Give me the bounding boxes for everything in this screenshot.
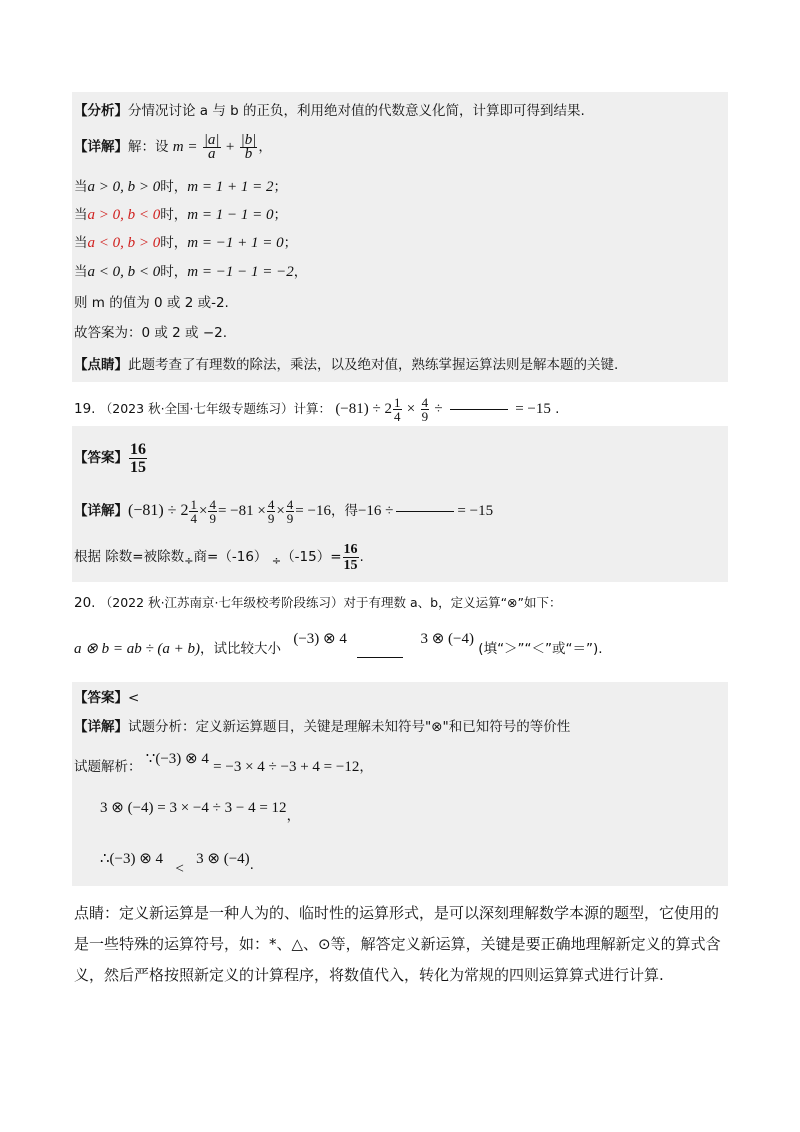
comment-text: 此题考查了有理数的除法，乘法，以及绝对值，熟练掌握运算法则是解本题的关键.: [128, 357, 619, 373]
case-mid: 时，: [160, 264, 188, 280]
case-calc: m = −1 − 1 = −2: [187, 264, 294, 280]
case-condition-highlight: a > 0, b < 0: [87, 207, 161, 223]
fraction: [267, 498, 276, 525]
case-4-line: [74, 262, 307, 282]
analysis-tag: 【分析】: [74, 103, 128, 119]
expr-part: −16 ÷: [357, 503, 394, 519]
detail-text: 试题分析：定义新运算题目，关键是理解未知符号"⊗"和已知符号的等价性: [128, 719, 571, 735]
analysis-text: 分情况讨论 a 与 b 的正负，利用绝对值的代数意义化简，计算即可得到结果.: [128, 103, 585, 119]
denominator: 4: [190, 510, 197, 526]
question-number: 19.: [74, 401, 96, 417]
denominator: 4: [394, 408, 401, 424]
expr-part: (−81) ÷ 2: [128, 502, 189, 519]
def-expr: a ⊗ b = ab ÷ (a + b): [74, 641, 201, 657]
because-expr: ∵(−3) ⊗ 4: [145, 751, 209, 767]
detail-18-tag: 【详解】: [74, 139, 128, 155]
answer-19-line: [74, 438, 148, 478]
numerator: 16: [130, 440, 146, 458]
detail-18-lead: 解：设: [128, 139, 169, 155]
jiexi-label: 试题解析：: [74, 759, 142, 775]
fill-hint: (填“＞”“＜”或“＝”).: [478, 641, 603, 657]
result-fraction: [343, 542, 359, 573]
fraction-abs-a: [203, 131, 221, 162]
answer-blank-20[interactable]: [357, 657, 403, 658]
case-mid: 时，: [160, 235, 188, 251]
question-number: 20.: [74, 595, 96, 611]
case-prefix: 当: [74, 179, 88, 195]
mixed-fraction: [189, 498, 198, 525]
case-calc: m = 1 − 1 = 0: [187, 207, 274, 223]
numerator: 4: [209, 496, 216, 512]
numerator: 4: [267, 496, 275, 512]
fraction-abs-b: [240, 131, 258, 162]
answer-fraction: [129, 441, 147, 476]
case-calc: m = 1 + 1 = 2: [187, 179, 274, 195]
detail-18-line: 【详解】解：设 m = $\frac{|a|}{a}$ + $\frac{|b|}{b}$ ，: [74, 131, 272, 162]
calc-2-line: [100, 793, 300, 823]
denominator: b: [244, 145, 253, 162]
expr-part: = −16: [295, 503, 331, 519]
fraction: [286, 498, 295, 525]
de-text: ，得: [330, 503, 358, 519]
detail-19-line: 【详解】(−81) ÷ 2 $\frac{1}{4}$ × $\frac{4}{9}$ = −81 × $\frac{4}{9}$ × $\frac{4}{9}$ = −16，得−16 ÷ = −15: [74, 496, 494, 526]
detail-18-tail: ，: [258, 139, 272, 155]
question-20: [74, 593, 562, 613]
case-prefix: 当: [74, 264, 88, 280]
case-mid: 时，: [160, 207, 188, 223]
case-condition: a > 0, b > 0: [87, 179, 161, 195]
blank-line: [396, 511, 454, 512]
numerator: 1: [190, 496, 197, 512]
numerator: 16: [343, 541, 358, 557]
denominator: 15: [130, 458, 146, 476]
question-source: （2022 秋·江苏南京·七年级校考阶段练习）对于有理数 a、b，定义运算“⊗”如下：: [99, 595, 562, 610]
numerator: |b|: [240, 131, 257, 148]
numerator: 1: [394, 394, 401, 410]
case-end: ；: [273, 179, 287, 195]
case-end: ，: [293, 264, 308, 280]
shang-text: 商=（-16）: [193, 549, 268, 565]
denominator: 9: [209, 510, 216, 526]
detail-tag: 【详解】: [74, 503, 128, 519]
denominator: 9: [421, 408, 429, 424]
denominator: 9: [286, 510, 294, 526]
div-sign: ÷: [184, 554, 194, 568]
fraction: [421, 396, 430, 423]
denominator: 15: [343, 557, 358, 573]
expr-part: (−81) ÷ 2: [335, 401, 392, 417]
case-end: ；: [273, 207, 287, 223]
therefore-expr: ∴(−3) ⊗ 4: [100, 851, 164, 867]
compare-text: ，试比较大小: [200, 641, 282, 657]
calc-2: 3 ⊗ (−4) = 3 × −4 ÷ 3 − 4 = 12: [100, 800, 287, 816]
comma: ，: [286, 808, 301, 824]
case-condition: a < 0, b < 0: [87, 264, 161, 280]
div-sign: ÷: [271, 554, 282, 568]
case-prefix: 当: [74, 207, 88, 223]
case-3-line: [74, 233, 297, 253]
basis-text: 根据 除数=被除数: [74, 549, 185, 565]
answer-tag: 【答案】: [74, 690, 128, 706]
expr-result: = −15: [515, 401, 551, 417]
numerator: |a|: [203, 131, 220, 148]
answer-blank-19[interactable]: [450, 409, 508, 410]
div-sign: ÷: [434, 401, 443, 417]
analysis-line: [74, 101, 585, 121]
times-sign: ×: [406, 401, 416, 417]
question-source: （2023 秋·全国·七年级专题练习）计算：: [99, 401, 332, 416]
detail-tag: 【详解】: [74, 719, 128, 735]
expr-part: = −15: [457, 503, 494, 519]
period: .: [359, 549, 364, 565]
right-expr: 3 ⊗ (−4): [196, 851, 250, 867]
case-2-line: [74, 205, 287, 225]
answer-20-line: [74, 688, 139, 708]
case-1-line: [74, 177, 287, 197]
case-condition-highlight: a < 0, b > 0: [87, 235, 161, 251]
case-end: ；: [283, 235, 298, 251]
detail-20-line: [74, 717, 570, 737]
calc-1: = −3 × 4 ÷ −3 + 4 = −12: [213, 759, 360, 775]
period: .: [555, 401, 560, 417]
less-than-sign: <: [175, 861, 184, 877]
period: .: [249, 857, 254, 873]
therefore-line: [100, 844, 254, 877]
denominator: a: [207, 145, 216, 162]
neg15-text: （-15）=: [281, 549, 342, 565]
mixed-fraction: [393, 396, 402, 423]
case-mid: 时，: [160, 179, 188, 195]
comment-tag: 【点睛】: [74, 357, 128, 373]
left-expr: (−3) ⊗ 4: [293, 631, 347, 647]
case-prefix: 当: [74, 235, 88, 251]
m-expression: m =: [172, 139, 198, 155]
fraction: [208, 498, 217, 525]
then-line: 则 m 的值为 0 或 2 或-2.: [74, 295, 229, 311]
question-19: [74, 392, 559, 426]
numerator: 4: [286, 496, 294, 512]
note-paragraph: 点睛：定义新运算是一种人为的、临时性的运算形式，是可以深刻理解数学本源的题型，它使用的是一些特殊的运算符号，如：*、△、⊙等，解答定义新运算，关键是要正确地理解新定义的算式含义，然后严格按照新定义的计算程序，将数值代入，转化为常规的四则运算算式进行计算.: [74, 904, 721, 984]
question-20-def: [74, 632, 603, 666]
case-calc: m = −1 + 1 = 0: [187, 235, 284, 251]
expr-part: = −81 ×: [217, 503, 266, 519]
comment-18-line: [74, 355, 618, 375]
answer-value: <: [128, 690, 140, 706]
basis-19-line: [74, 540, 364, 579]
denominator: 9: [267, 510, 275, 526]
right-expr: 3 ⊗ (−4): [420, 631, 474, 647]
answer-tag: 【答案】: [74, 450, 128, 466]
numerator: 4: [421, 394, 429, 410]
jiexi-line: [74, 752, 373, 782]
answer-line-18: 故答案为：0 或 2 或 −2.: [74, 325, 228, 341]
comma: ，: [359, 759, 373, 775]
